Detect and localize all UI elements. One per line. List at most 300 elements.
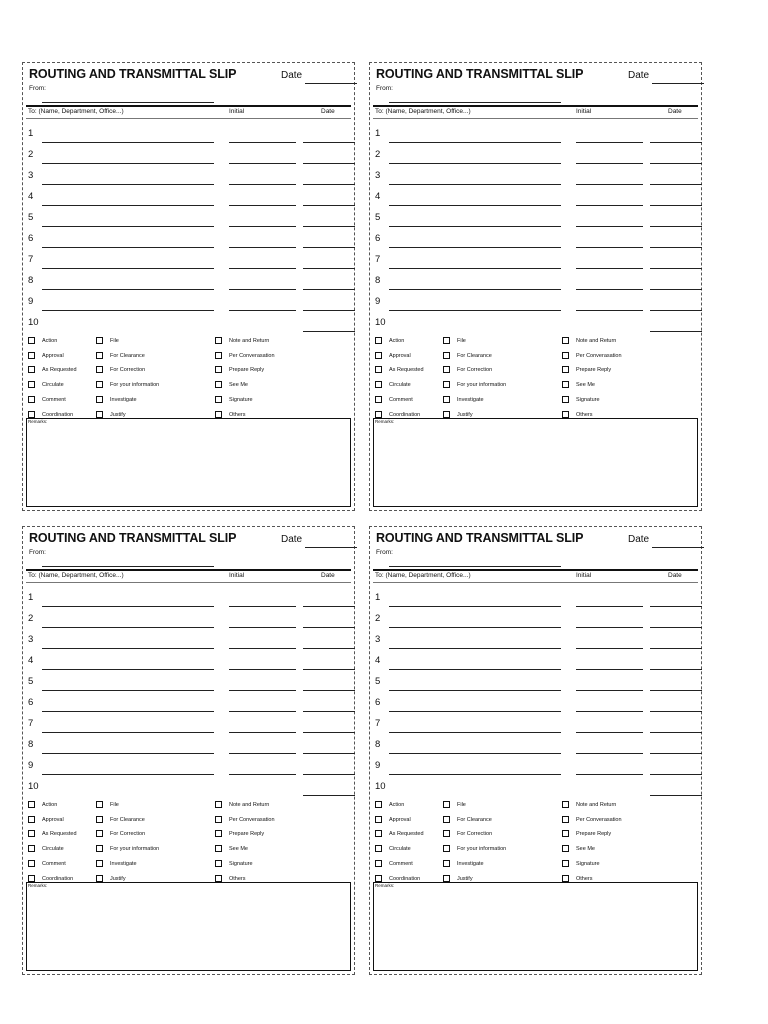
to-field[interactable] xyxy=(389,289,561,290)
checkbox[interactable] xyxy=(96,411,103,418)
checkbox-label: Signature xyxy=(229,860,253,867)
initial-column-header: Initial xyxy=(229,108,245,115)
checkbox[interactable] xyxy=(96,875,103,882)
initial-field[interactable] xyxy=(229,711,296,712)
initial-field[interactable] xyxy=(576,247,643,248)
checkbox-label: File xyxy=(110,338,119,344)
checkbox-label: Circulate xyxy=(42,382,64,389)
row-number: 2 xyxy=(28,613,34,624)
checkbox[interactable] xyxy=(28,366,35,373)
initial-field[interactable] xyxy=(576,690,643,691)
to-field[interactable] xyxy=(42,690,214,691)
checkbox[interactable] xyxy=(562,337,569,344)
from-field[interactable] xyxy=(389,566,561,567)
date-label: Date xyxy=(281,70,303,81)
row-number: 10 xyxy=(375,317,386,328)
checkbox-label: Action xyxy=(42,338,58,344)
date-field[interactable] xyxy=(303,184,355,185)
checkbox[interactable] xyxy=(28,816,35,823)
checkbox[interactable] xyxy=(562,860,569,867)
date-field[interactable] xyxy=(650,331,702,332)
initial-field[interactable] xyxy=(229,774,296,775)
remarks-label: Remarks: xyxy=(28,419,48,424)
checkbox[interactable] xyxy=(96,860,103,867)
checkbox[interactable] xyxy=(375,411,382,418)
checkbox[interactable] xyxy=(562,352,569,359)
slip-content xyxy=(373,66,698,507)
initial-field[interactable] xyxy=(229,184,296,185)
checkbox[interactable] xyxy=(562,396,569,403)
to-field[interactable] xyxy=(42,142,214,143)
checkbox[interactable] xyxy=(375,352,382,359)
to-field[interactable] xyxy=(42,669,214,670)
checkbox-label: See Me xyxy=(229,382,248,389)
checkbox-label: Prepare Reply xyxy=(229,831,265,838)
routing-slip xyxy=(369,62,702,511)
to-column-header: To: (Name, Department, Office...) xyxy=(28,108,124,115)
checkbox[interactable] xyxy=(562,366,569,373)
from-field[interactable] xyxy=(42,102,214,103)
checkbox[interactable] xyxy=(443,411,450,418)
checkbox[interactable] xyxy=(443,337,450,344)
slip-content xyxy=(373,530,698,971)
to-field[interactable] xyxy=(42,268,214,269)
checkbox-label: For Clearance xyxy=(110,816,145,823)
to-field[interactable] xyxy=(389,774,561,775)
checkbox-label: Circulate xyxy=(42,846,64,853)
date-field[interactable] xyxy=(650,163,702,164)
initial-field[interactable] xyxy=(229,648,296,649)
initial-field[interactable] xyxy=(576,648,643,649)
checkbox-label: See Me xyxy=(229,846,248,853)
checkbox-label: Circulate xyxy=(389,382,411,389)
checkbox-label: Comment xyxy=(389,860,413,867)
initial-field[interactable] xyxy=(576,774,643,775)
checkbox[interactable] xyxy=(443,381,450,388)
checkbox[interactable] xyxy=(215,860,222,867)
checkbox[interactable] xyxy=(562,801,569,808)
date-field[interactable] xyxy=(652,83,704,84)
checkbox[interactable] xyxy=(215,816,222,823)
checkbox[interactable] xyxy=(215,801,222,808)
checkbox[interactable] xyxy=(28,337,35,344)
checkbox-label: Comment xyxy=(389,396,413,403)
row-number: 3 xyxy=(375,634,381,645)
initial-field[interactable] xyxy=(576,732,643,733)
checkbox-label: Action xyxy=(389,802,405,808)
checkbox[interactable] xyxy=(96,337,103,344)
checkbox[interactable] xyxy=(215,337,222,344)
checkbox[interactable] xyxy=(375,801,382,808)
initial-field[interactable] xyxy=(576,669,643,670)
initial-field[interactable] xyxy=(229,247,296,248)
row-number: 9 xyxy=(375,296,381,307)
initial-field[interactable] xyxy=(576,606,643,607)
to-field[interactable] xyxy=(389,627,561,628)
row-number: 5 xyxy=(375,676,381,687)
date-field[interactable] xyxy=(303,648,355,649)
to-field[interactable] xyxy=(42,648,214,649)
slip-title: ROUTING AND TRANSMITTAL SLIP xyxy=(29,531,237,545)
date-field[interactable] xyxy=(303,310,355,311)
checkbox[interactable] xyxy=(215,352,222,359)
date-field[interactable] xyxy=(650,268,702,269)
to-field[interactable] xyxy=(389,669,561,670)
checkbox-label: Prepare Reply xyxy=(576,831,612,838)
checkbox[interactable] xyxy=(28,801,35,808)
checkbox-label: See Me xyxy=(576,382,595,389)
initial-field[interactable] xyxy=(576,268,643,269)
checkbox-label: For your information xyxy=(457,846,507,853)
checkbox-label: Per Converasation xyxy=(576,352,622,359)
checkbox-label: See Me xyxy=(576,846,595,853)
row-number: 6 xyxy=(28,233,34,244)
to-field[interactable] xyxy=(389,711,561,712)
to-field[interactable] xyxy=(42,205,214,206)
to-field[interactable] xyxy=(389,732,561,733)
initial-field[interactable] xyxy=(229,753,296,754)
row-number: 4 xyxy=(375,655,381,666)
initial-field[interactable] xyxy=(229,732,296,733)
from-label: From: xyxy=(376,549,393,556)
checkbox-label: For Clearance xyxy=(457,816,492,823)
row-number: 8 xyxy=(28,275,34,286)
checkbox-label: For Clearance xyxy=(457,352,492,359)
date-field[interactable] xyxy=(650,774,702,775)
checkbox[interactable] xyxy=(96,801,103,808)
header-divider xyxy=(373,105,698,107)
initial-field[interactable] xyxy=(576,163,643,164)
checkbox[interactable] xyxy=(215,411,222,418)
date-field[interactable] xyxy=(303,711,355,712)
remarks-box[interactable] xyxy=(373,882,698,971)
date-field[interactable] xyxy=(650,606,702,607)
date-field[interactable] xyxy=(303,247,355,248)
initial-field[interactable] xyxy=(229,669,296,670)
checkbox[interactable] xyxy=(96,352,103,359)
checkbox[interactable] xyxy=(375,860,382,867)
to-field[interactable] xyxy=(42,289,214,290)
checkbox[interactable] xyxy=(443,875,450,882)
to-field[interactable] xyxy=(42,732,214,733)
row-number: 5 xyxy=(28,212,34,223)
date-field[interactable] xyxy=(650,648,702,649)
date-field[interactable] xyxy=(303,690,355,691)
date-field[interactable] xyxy=(650,310,702,311)
checkbox-label: File xyxy=(110,802,119,808)
checkbox[interactable] xyxy=(562,381,569,388)
date-field[interactable] xyxy=(650,627,702,628)
checkbox[interactable] xyxy=(28,411,35,418)
row-number: 7 xyxy=(375,254,381,265)
date-field[interactable] xyxy=(303,606,355,607)
checkbox-label: Investigate xyxy=(457,396,484,403)
to-field[interactable] xyxy=(42,711,214,712)
row-number: 10 xyxy=(28,317,39,328)
row-number: 9 xyxy=(28,760,34,771)
remarks-box[interactable] xyxy=(26,882,351,971)
date-field[interactable] xyxy=(650,226,702,227)
date-field[interactable] xyxy=(650,669,702,670)
initial-field[interactable] xyxy=(576,184,643,185)
checkbox[interactable] xyxy=(96,830,103,837)
date-field[interactable] xyxy=(303,268,355,269)
to-column-header: To: (Name, Department, Office...) xyxy=(28,572,124,579)
checkbox[interactable] xyxy=(443,366,450,373)
checkbox[interactable] xyxy=(96,396,103,403)
checkbox-label: For your information xyxy=(110,846,160,853)
to-field[interactable] xyxy=(389,268,561,269)
checkbox-label: Comment xyxy=(42,860,66,867)
date-field[interactable] xyxy=(303,205,355,206)
checkbox-label: Action xyxy=(389,338,405,344)
date-field[interactable] xyxy=(650,184,702,185)
row-number: 8 xyxy=(375,275,381,286)
to-field[interactable] xyxy=(42,774,214,775)
date-label: Date xyxy=(281,534,303,545)
checkbox[interactable] xyxy=(443,801,450,808)
date-field[interactable] xyxy=(650,795,702,796)
checkbox-label: Note and Return xyxy=(576,338,617,344)
initial-field[interactable] xyxy=(229,163,296,164)
checkbox-label: Investigate xyxy=(110,396,137,403)
date-field[interactable] xyxy=(650,753,702,754)
checkbox[interactable] xyxy=(375,366,382,373)
date-field[interactable] xyxy=(650,690,702,691)
date-label: Date xyxy=(628,534,650,545)
initial-field[interactable] xyxy=(576,711,643,712)
column-header-divider xyxy=(373,582,698,583)
row-number: 6 xyxy=(375,697,381,708)
checkbox[interactable] xyxy=(28,830,35,837)
checkbox[interactable] xyxy=(215,830,222,837)
row-number: 1 xyxy=(375,592,381,603)
row-number: 4 xyxy=(28,655,34,666)
checkbox[interactable] xyxy=(443,396,450,403)
initial-field[interactable] xyxy=(576,226,643,227)
row-number: 4 xyxy=(28,191,34,202)
checkbox[interactable] xyxy=(562,875,569,882)
date-column-header: Date xyxy=(668,572,682,579)
initial-field[interactable] xyxy=(576,142,643,143)
date-field[interactable] xyxy=(650,289,702,290)
date-field[interactable] xyxy=(303,774,355,775)
checkbox-label: Coordination xyxy=(389,875,421,882)
row-number: 9 xyxy=(375,760,381,771)
initial-column-header: Initial xyxy=(229,572,245,579)
date-field[interactable] xyxy=(650,205,702,206)
checkbox-label: For your information xyxy=(110,382,160,389)
checkbox-label: Others xyxy=(229,875,246,882)
checkbox[interactable] xyxy=(28,845,35,852)
checkbox[interactable] xyxy=(443,816,450,823)
to-field[interactable] xyxy=(42,226,214,227)
initial-field[interactable] xyxy=(229,142,296,143)
date-field[interactable] xyxy=(650,142,702,143)
checkbox-label: Approval xyxy=(389,352,411,359)
date-field[interactable] xyxy=(650,247,702,248)
date-field[interactable] xyxy=(650,711,702,712)
checkbox[interactable] xyxy=(443,845,450,852)
initial-field[interactable] xyxy=(229,268,296,269)
checkbox[interactable] xyxy=(375,816,382,823)
checkbox[interactable] xyxy=(96,366,103,373)
from-field[interactable] xyxy=(389,102,561,103)
checkbox[interactable] xyxy=(28,396,35,403)
initial-field[interactable] xyxy=(229,289,296,290)
remarks-box[interactable] xyxy=(26,418,351,507)
to-field[interactable] xyxy=(42,627,214,628)
date-field[interactable] xyxy=(303,226,355,227)
checkbox-label: Investigate xyxy=(110,860,137,867)
checkbox[interactable] xyxy=(28,875,35,882)
to-field[interactable] xyxy=(42,310,214,311)
checkbox[interactable] xyxy=(215,396,222,403)
date-field[interactable] xyxy=(305,83,357,84)
checkbox[interactable] xyxy=(215,875,222,882)
checkbox-label: Signature xyxy=(229,396,253,403)
date-field[interactable] xyxy=(303,753,355,754)
date-label: Date xyxy=(628,70,650,81)
checkbox[interactable] xyxy=(96,845,103,852)
to-field[interactable] xyxy=(42,184,214,185)
checkbox[interactable] xyxy=(375,337,382,344)
row-number: 7 xyxy=(28,718,34,729)
checkbox[interactable] xyxy=(375,845,382,852)
checkbox-label: Justify xyxy=(110,875,126,882)
checkbox[interactable] xyxy=(562,816,569,823)
row-number: 8 xyxy=(375,739,381,750)
checkbox[interactable] xyxy=(443,830,450,837)
to-field[interactable] xyxy=(42,247,214,248)
routing-slip xyxy=(22,62,355,511)
checkbox[interactable] xyxy=(215,366,222,373)
checkbox[interactable] xyxy=(375,830,382,837)
initial-field[interactable] xyxy=(229,310,296,311)
to-field[interactable] xyxy=(389,606,561,607)
column-header-divider xyxy=(26,118,351,119)
checkbox[interactable] xyxy=(375,396,382,403)
checkbox[interactable] xyxy=(562,845,569,852)
slip-content xyxy=(26,530,351,971)
row-number: 2 xyxy=(375,613,381,624)
row-number: 1 xyxy=(28,592,34,603)
initial-field[interactable] xyxy=(229,226,296,227)
row-number: 5 xyxy=(28,676,34,687)
initial-field[interactable] xyxy=(576,753,643,754)
checkbox[interactable] xyxy=(215,381,222,388)
to-field[interactable] xyxy=(389,184,561,185)
date-field[interactable] xyxy=(303,732,355,733)
checkbox[interactable] xyxy=(562,830,569,837)
to-field[interactable] xyxy=(389,247,561,248)
checkbox-label: As Requested xyxy=(42,367,77,374)
checkbox-label: Approval xyxy=(42,816,64,823)
checkbox[interactable] xyxy=(375,381,382,388)
date-column-header: Date xyxy=(321,108,335,115)
remarks-label: Remarks: xyxy=(28,883,48,888)
row-number: 2 xyxy=(28,149,34,160)
checkbox[interactable] xyxy=(443,860,450,867)
checkbox-label: Justify xyxy=(457,411,473,418)
initial-field[interactable] xyxy=(229,606,296,607)
initial-field[interactable] xyxy=(576,310,643,311)
initial-column-header: Initial xyxy=(576,572,592,579)
to-field[interactable] xyxy=(42,606,214,607)
initial-field[interactable] xyxy=(576,205,643,206)
date-field[interactable] xyxy=(652,547,704,548)
checkbox[interactable] xyxy=(28,860,35,867)
checkbox-label: As Requested xyxy=(42,831,77,838)
checkbox-label: For Correction xyxy=(457,367,493,374)
to-field[interactable] xyxy=(389,310,561,311)
date-field[interactable] xyxy=(303,289,355,290)
date-field[interactable] xyxy=(303,331,355,332)
date-field[interactable] xyxy=(303,163,355,164)
checkbox-label: Per Converasation xyxy=(576,816,622,823)
initial-field[interactable] xyxy=(229,627,296,628)
to-field[interactable] xyxy=(389,163,561,164)
date-field[interactable] xyxy=(303,669,355,670)
to-field[interactable] xyxy=(42,753,214,754)
from-label: From: xyxy=(29,549,46,556)
date-field[interactable] xyxy=(303,142,355,143)
row-number: 9 xyxy=(28,296,34,307)
header-divider xyxy=(373,569,698,571)
checkbox[interactable] xyxy=(215,845,222,852)
checkbox-label: Justify xyxy=(457,875,473,882)
to-column-header: To: (Name, Department, Office...) xyxy=(375,108,471,115)
checkbox-label: Justify xyxy=(110,411,126,418)
checkbox-label: Note and Return xyxy=(576,802,617,808)
checkbox[interactable] xyxy=(443,352,450,359)
to-field[interactable] xyxy=(389,753,561,754)
checkbox-label: Per Converasation xyxy=(229,352,275,359)
date-field[interactable] xyxy=(303,627,355,628)
initial-field[interactable] xyxy=(576,627,643,628)
checkbox[interactable] xyxy=(28,381,35,388)
to-field[interactable] xyxy=(42,163,214,164)
date-field[interactable] xyxy=(303,795,355,796)
checkbox-label: Per Converasation xyxy=(229,816,275,823)
row-number: 10 xyxy=(28,781,39,792)
column-header-divider xyxy=(26,582,351,583)
initial-field[interactable] xyxy=(229,690,296,691)
date-field[interactable] xyxy=(650,732,702,733)
initial-field[interactable] xyxy=(229,205,296,206)
remarks-box[interactable] xyxy=(373,418,698,507)
to-field[interactable] xyxy=(389,205,561,206)
row-number: 8 xyxy=(28,739,34,750)
date-field[interactable] xyxy=(305,547,357,548)
checkbox[interactable] xyxy=(96,381,103,388)
to-field[interactable] xyxy=(389,648,561,649)
checkbox[interactable] xyxy=(28,352,35,359)
to-field[interactable] xyxy=(389,142,561,143)
from-field[interactable] xyxy=(42,566,214,567)
checkbox[interactable] xyxy=(96,816,103,823)
row-number: 3 xyxy=(375,170,381,181)
slip-title: ROUTING AND TRANSMITTAL SLIP xyxy=(29,67,237,81)
initial-column-header: Initial xyxy=(576,108,592,115)
to-field[interactable] xyxy=(389,226,561,227)
initial-field[interactable] xyxy=(576,289,643,290)
checkbox[interactable] xyxy=(562,411,569,418)
to-field[interactable] xyxy=(389,690,561,691)
row-number: 7 xyxy=(375,718,381,729)
checkbox[interactable] xyxy=(375,875,382,882)
checkbox-label: Action xyxy=(42,802,58,808)
